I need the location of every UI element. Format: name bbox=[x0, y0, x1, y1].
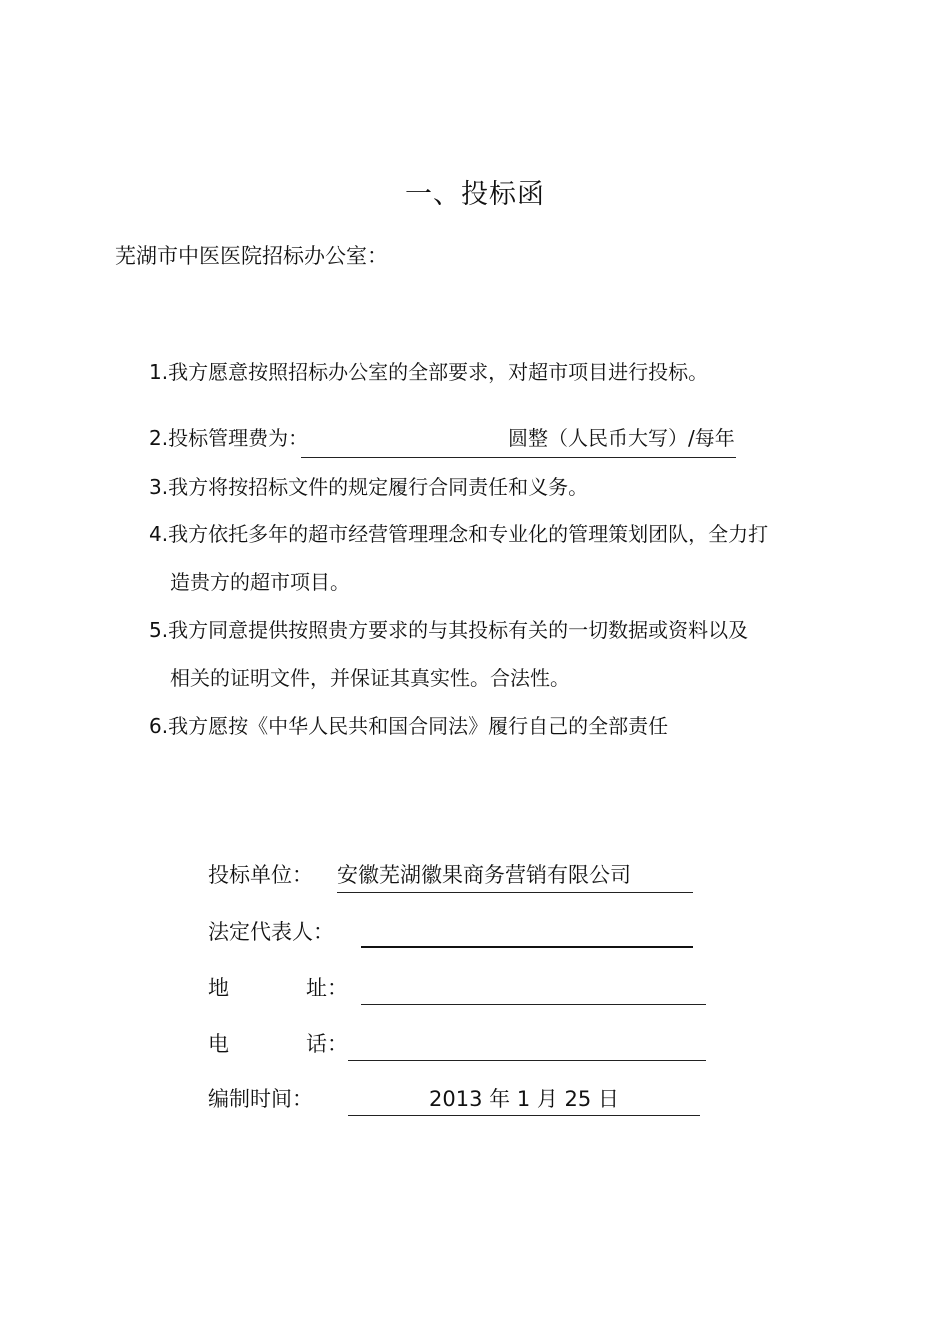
phone-field[interactable] bbox=[348, 1060, 706, 1061]
address-label-part-2: 址： bbox=[306, 976, 348, 1000]
fee-unit: 圆整（人民币大写）/每年 bbox=[508, 426, 735, 450]
item-2-fee-label: 2.投标管理费为： bbox=[149, 426, 309, 450]
bid-unit-value: 安徽芜湖徽果商务营销有限公司 bbox=[337, 863, 631, 887]
date-label: 编制时间： bbox=[208, 1087, 313, 1111]
item-6: 6.我方愿按《中华人民共和国合同法》履行自己的全部责任 bbox=[149, 714, 669, 738]
item-5-line-2: 相关的证明文件，并保证其真实性。合法性。 bbox=[170, 666, 570, 690]
address-label-part-1: 地 bbox=[208, 976, 229, 1000]
fee-underline bbox=[301, 457, 736, 458]
item-3: 3.我方将按招标文件的规定履行合同责任和义务。 bbox=[149, 475, 589, 499]
date-underline bbox=[348, 1115, 700, 1116]
address-label bbox=[208, 972, 348, 1002]
item-5-line-1: 5.我方同意提供按照贵方要求的与其投标有关的一切数据或资料以及 bbox=[149, 618, 749, 642]
legal-rep-field[interactable] bbox=[361, 946, 693, 948]
bid-unit-underline bbox=[337, 892, 693, 893]
date-value: 2013 年 1 月 25 日 bbox=[429, 1087, 619, 1111]
page-title: 一、投标函 bbox=[405, 179, 545, 210]
item-4-line-1: 4.我方依托多年的超市经营管理理念和专业化的管理策划团队，全力打 bbox=[149, 522, 769, 546]
phone-label-part-1: 电 bbox=[208, 1032, 229, 1056]
address-field[interactable] bbox=[361, 1004, 706, 1005]
bid-unit-label: 投标单位： bbox=[208, 863, 313, 887]
addressee: 芜湖市中医医院招标办公室： bbox=[115, 244, 388, 268]
item-1: 1.我方愿意按照招标办公室的全部要求，对超市项目进行投标。 bbox=[149, 360, 709, 384]
legal-rep-label: 法定代表人： bbox=[208, 920, 334, 944]
phone-label-part-2: 话： bbox=[306, 1032, 348, 1056]
phone-label bbox=[208, 1028, 348, 1058]
item-4-line-2: 造贵方的超市项目。 bbox=[170, 570, 350, 594]
